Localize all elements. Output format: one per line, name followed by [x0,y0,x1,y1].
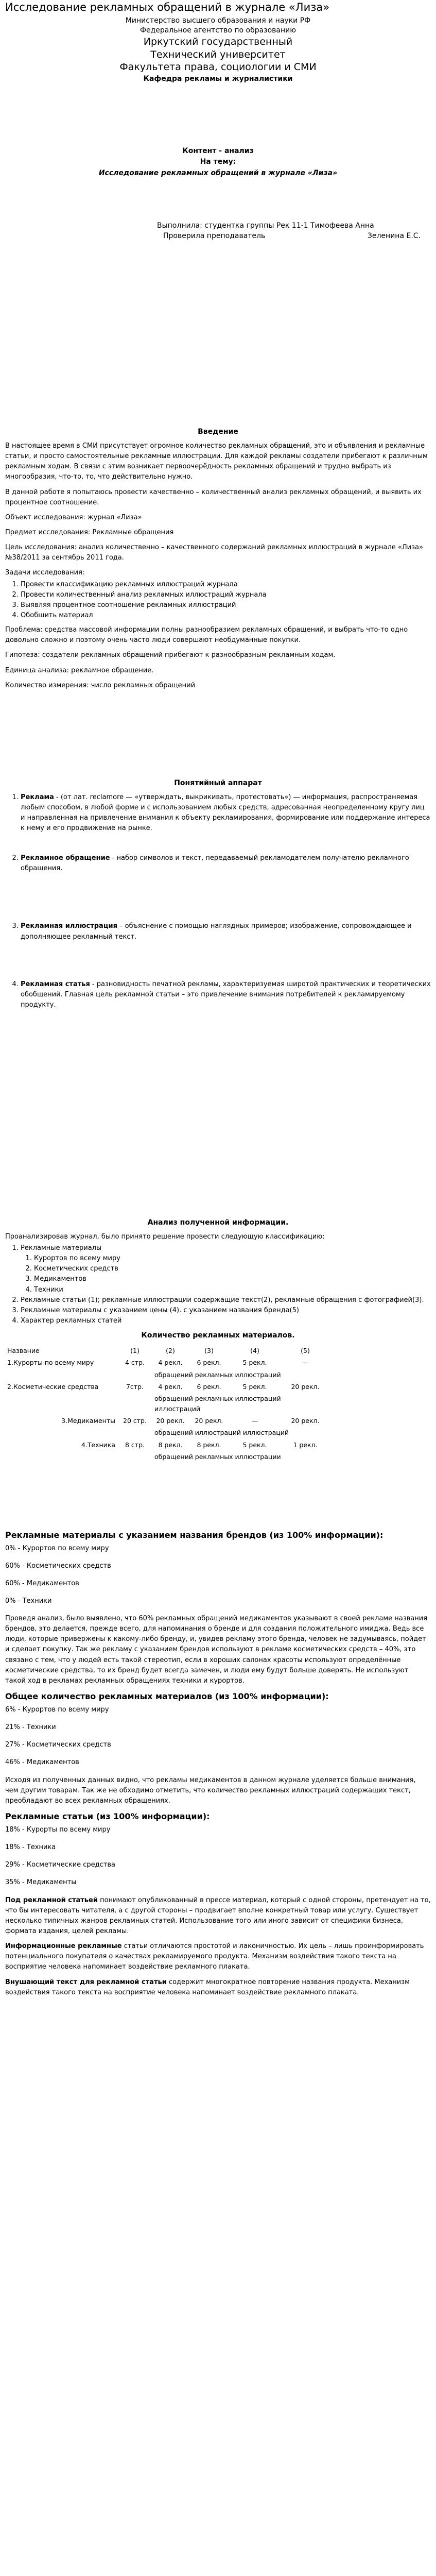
research-object: Объект исследования: журнал «Лиза» [5,513,142,521]
topic-label: На тему: [200,158,236,166]
table-cell: 20 рекл. [291,1382,320,1391]
articles-paragraph-1 [5,1895,431,1937]
list-item: 4. Техники [34,1285,431,1295]
concepts-heading: Понятийный аппарат [174,778,262,787]
table-note: обращений рекламных иллюстраций [154,1370,281,1379]
table-cell: 2.Косметические средства [7,1382,99,1391]
table-header-row [5,1345,330,1357]
definition-text: - разновидность печатной рекламы, характеризуемая широтой практических и теоретических обобщений. Главная цель рекламной статьи – это привлечение внимания потребителей к рекламируемому продукту. [21,980,431,1009]
table-cell: 20 рекл. [291,1417,320,1425]
table-header-cell: (2) [166,1346,175,1354]
analysis-intro: Проанализировав журнал, было принято решение провести следующую классификацию: [5,1232,325,1241]
list-item: 3. Медикаментов [34,1274,431,1284]
concepts-list [5,792,431,1011]
brands-heading: Рекламные материалы с указанием названия брендов (из 100% информации): [5,1530,383,1540]
definition-term: Рекламное обращение [21,854,110,862]
table-cell: 5 рекл. [242,1382,267,1391]
table-note-row [5,1451,330,1463]
table-cell: 20 рекл. [156,1417,185,1425]
ministry-line: Министерство высшего образования и науки РФ [125,16,311,25]
intro-paragraph-2: В данной работе я попытаюсь провести качественно – количественный анализ рекламных обращений, и выявить их процентное соотношение. [5,488,422,506]
work-type: Контент - анализ [182,146,254,155]
definition-item [21,853,431,910]
list-item: 2. Провести количественный анализ рекламных иллюстраций журнала [21,590,431,600]
table-cell: 6 рекл. [197,1382,221,1391]
total-text: Исходя из полученных данных видно, что рекламы медикаментов в данном журнале уделяется больше внимания, чем другим товарам. Так же не обходимо отметить, что количество рекламных иллюстраций содержащих текст, преобладают во всех рекламных обращениях. [5,1776,416,1805]
definition-text: – объяснение с помощью наглядных примеров; изображение, сопровождающее и дополняющее рекламный текст. [21,922,412,941]
table-cell: 5 рекл. [242,1359,267,1367]
table-note-row [5,1427,330,1438]
research-subject: Предмет исследования: Рекламные обращения [5,529,174,537]
definition-item [21,792,431,842]
list-item: 0% - Курортов по всему миру [5,1544,109,1552]
page-title: Исследование рекламных обращений в журнале «Лиза» [5,1,330,13]
list-item: 27% - Косметических средств [5,1741,111,1749]
table-cell: 3.Медикаменты [61,1417,115,1425]
table-cell: 4 стр. [125,1359,145,1367]
definition-item [21,921,431,968]
list-item: 0% - Техники [5,1597,52,1605]
table-cell: 20 стр. [123,1417,147,1425]
definition-term: Рекламная иллюстрация [21,922,117,930]
agency-line: Федеральное агентство по образованию [139,26,297,35]
table-row [5,1439,330,1451]
table-header-cell: (3) [204,1346,214,1354]
research-problem: Проблема: средства массовой информации полны разнообразием рекламных обращений, и выбрать что-то одно довольно сложно и поэтому очень часто люди совершают необдуманные покупки. [5,626,408,645]
table-note: обращений иллюстраций иллюстраций [154,1429,289,1437]
list-item: 1. Провести классификацию рекламных иллюстраций журнала [21,580,431,590]
table-note: обращений рекламных иллюстраций иллюстраций [154,1395,281,1413]
list-item [21,1243,431,1295]
list-item: 3. Выявляя процентное соотношение рекламных иллюстраций [21,600,431,611]
classification-list [5,1243,431,1326]
term: Внушающий текст для рекламной статьи [5,1978,167,1986]
list-item: 3. Рекламные материалы с указанием цены (4). с указанием названия бренда(5) [21,1306,431,1316]
definition-term: Реклама [21,793,54,801]
research-goal: Цель исследования: анализ количественно – качественного содержаний рекламных иллюстраций в журнале «Лиза» №38/2011 за сентябрь 2011 года. [5,544,423,562]
list-item: 21% - Техники [5,1723,56,1732]
count-unit: Количество измерения: число рекламных обращений [5,681,196,689]
intro-paragraph-1: В настоящее время в СМИ присутствует огромное количество рекламных обращений, это и объявления и рекламные статьи, и просто самостоятельные рекламные иллюстрации. Для каждой рекламы создатели прибегают к различным рекламным ходам. В связи с этим возникает первоочерёдность рекламных обращений и трудно выбрать из многообразия, что-то, то, что действительно нужно. [5,442,428,481]
topic-title: Исследование рекламных обращений в журнале «Лиза» [98,169,338,178]
articles-paragraph-3 [5,1977,431,1998]
table-header-cell: (4) [250,1346,259,1354]
list-item: 1. Курортов по всему миру [34,1253,431,1264]
table-cell: 4.Техника [81,1440,115,1449]
university-line-2: Технический университет [150,48,286,60]
table-header-cell: (1) [130,1346,139,1354]
brands-list [5,1544,431,1607]
term: Информационные рекламные [5,1942,122,1951]
definition-item [21,979,431,1010]
articles-heading: Рекламные статьи (из 100% информации): [5,1811,210,1822]
brands-text: Проведя анализ, было выявлено, что 60% рекламных обращений медикаментов указывают в своей рекламе названия брендов, это делается, прежде всего, для напоминания о бренде и для создания положительного имиджа. Ведь все люди, которые привержены к какому-либо бренду, и, увидев рекламу этого бренда, человек не задумываясь, пойдет и сделает покупку. Так же рекламу с указанием брендов используют в рекламе косметических средств – 40%, это связано с тем, что у людей есть такой стереотип, если в хороших салонах красоты используют определённые косметические средства, то их бренд будет всегда замечен, и люди ему будут больше доверять. Не используют такой ход в рекламах рекламных обращениях техники и курортов. [5,1615,428,1685]
table-cell: 4 рекл. [158,1382,183,1391]
list-item: 6% - Курортов по всему миру [5,1706,109,1714]
definition-text: - набор символов и текст, передаваемый рекламодателем получателю рекламного обращения. [21,854,409,873]
text: статьи отличаются простотой и лаконичностью. Их цель – лишь проинформировать потенциального покупателя о качествах рекламируемого продукта. Механизм воздействия такого текста на восприятие человека напоминает воздействие рекламного плаката. [5,1942,424,1971]
list-item: 60% - Косметических средств [5,1562,111,1570]
table-row [5,1357,330,1368]
table-cell: 7стр. [126,1382,144,1391]
list-item: 2. Косметических средств [34,1264,431,1274]
list-item: 4. Обобщить материал [21,611,431,621]
table-cell: 8 стр. [125,1440,145,1449]
list-item: 29% - Косметические средства [5,1861,115,1869]
list-item: 18% - Техника [5,1843,56,1852]
checker-label: Проверила преподаватель [163,232,266,241]
list-item: 35% - Медикаменты [5,1878,77,1887]
list-item: 60% - Медикаментов [5,1579,79,1587]
table-note: обращений рекламных иллюстрации [154,1453,281,1461]
list-item: 2. Рекламные статьи (1); рекламные иллюстрации содержащие текст(2), рекламные обращения с фотографией(3). [21,1295,431,1306]
list-item-text: Рекламные материалы [21,1244,102,1252]
checker-name: Зеленина Е.С. [367,232,421,241]
table-cell: 1.Курорты по всему миру [7,1359,94,1367]
table-header-cell: Название [7,1346,40,1354]
intro-heading: Введение [198,428,238,436]
table-cell: 20 рекл. [195,1417,223,1425]
term: Под рекламной статьей [5,1896,98,1904]
text: содержит многократное повторение названия продукта. Механизм воздействия такого текста на восприятие человека напоминает воздействие рекламного плаката. [5,1978,410,1996]
faculty-line: Факультета права, социологии и СМИ [119,61,317,73]
list-item: 4. Характер рекламных статей [21,1316,431,1326]
table-note-row [5,1393,330,1415]
count-table [5,1345,330,1463]
table-cell: 4 рекл. [158,1359,183,1367]
total-list [5,1705,431,1768]
table-note-row [5,1369,330,1381]
articles-list [5,1825,431,1888]
table-cell: — [302,1359,309,1367]
department-line: Кафедра рекламы и журналистики [143,75,293,83]
table-header-cell: (5) [301,1346,310,1354]
definition-text: - (от лат. reclamore — «утверждать, выкрикивать, протестовать») — информация, распространяемая любым способом, в любой форме и с использованием любых средств, адресованная неопределенному кругу лиц и направленная на привлечение внимания к объекту рекламирования, формирование или поддержание интереса к нему и его продвижение на рынке. [21,793,430,832]
document [0,1,436,1998]
author-line: Выполнила: студентка группы Рек 11-1 Тимофеева Анна [157,221,374,230]
articles-paragraph-2 [5,1941,431,1972]
text: понимают опубликованный в прессе материал, который с одной стороны, претендует на то, что бы интересовать читателя, а с другой стороны – продвигает вполне конкретный товар или услугу. Существует несколько типичных жанров рекламных статей. Использование того или иного зависит от специфики бизнеса, формата издания, целей рекламы. [5,1896,431,1936]
table-cell: — [251,1417,258,1425]
list-item: 18% - Курорты по всему миру [5,1826,111,1834]
research-hypothesis: Гипотеза: создатели рекламных обращений прибегают к разнообразным рекламным ходам. [5,651,336,659]
tasks-label: Задачи исследования: [5,569,85,577]
table-cell: 8 рекл. [158,1440,183,1449]
list-item: 46% - Медикаментов [5,1758,79,1767]
count-table-heading: Количество рекламных материалов. [141,1331,295,1340]
table-row [5,1381,330,1393]
analysis-heading: Анализ полученной информации. [147,1218,289,1227]
definition-term: Рекламная статья [21,980,90,988]
university-line-1: Иркутский государственный [143,36,293,47]
table-cell: 8 рекл. [197,1440,221,1449]
table-cell: 5 рекл. [242,1440,267,1449]
author-block [157,221,431,242]
total-heading: Общее количество рекламных материалов (из 100% информации): [5,1691,329,1702]
table-cell: 1 рекл. [293,1440,318,1449]
analysis-unit: Единица анализа: рекламное обращение. [5,666,154,674]
table-row [5,1415,330,1427]
tasks-list [5,580,431,621]
table-cell: 6 рекл. [197,1359,221,1367]
